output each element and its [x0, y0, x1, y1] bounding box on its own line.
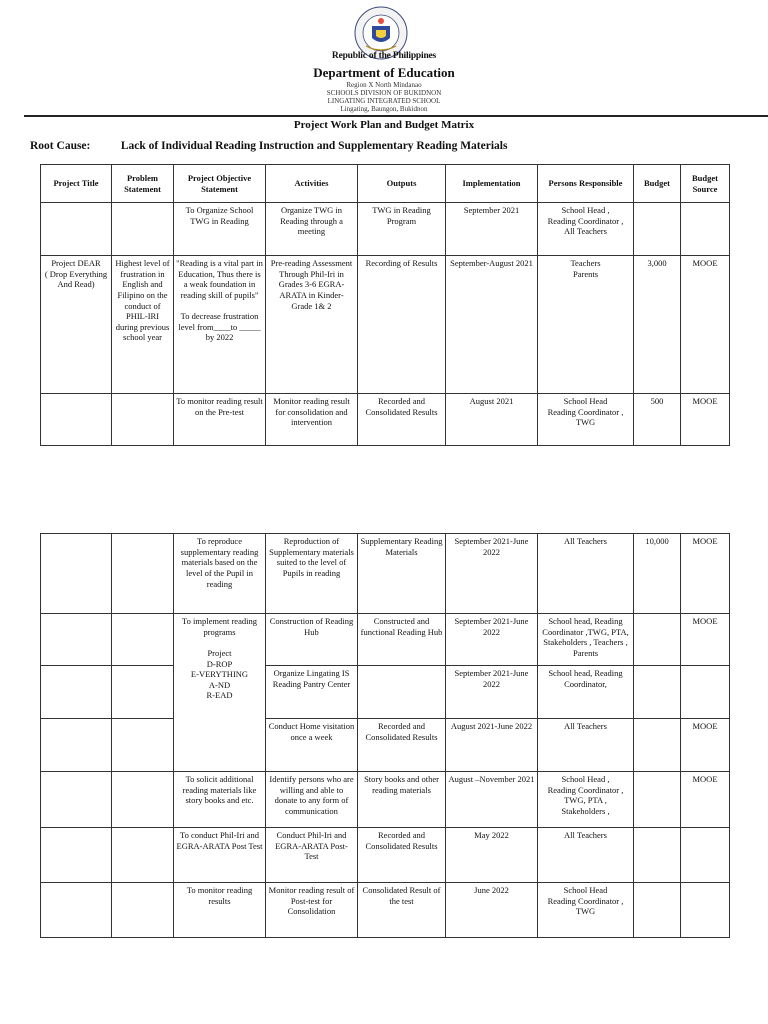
cell-implementation: September 2021-June 2022	[446, 666, 538, 719]
cell-activity: Reproduction of Supplementary materials suited to the level of Pupils in reading	[266, 534, 358, 614]
cell-implementation: August 2021	[446, 394, 538, 446]
cell-objective: To monitor reading results	[174, 883, 266, 938]
col-header: Persons Responsible	[538, 165, 634, 203]
cell-project-title	[41, 883, 112, 938]
cell-source: MOOE	[681, 256, 730, 394]
cell-output	[358, 666, 446, 719]
cell-source: MOOE	[681, 719, 730, 772]
cell-output: Recorded and Consolidated Results	[358, 719, 446, 772]
cell-budget	[634, 772, 681, 828]
table-row	[41, 883, 730, 938]
cell-source	[681, 203, 730, 256]
cell-persons: Teachers Parents	[538, 256, 634, 394]
work-plan-table-2	[40, 533, 730, 938]
cell-budget: 500	[634, 394, 681, 446]
cell-problem	[112, 666, 174, 719]
cell-source: MOOE	[681, 614, 730, 666]
cell-objective: To Organize School TWG in Reading	[174, 203, 266, 256]
cell-persons: School Head Reading Coordinator , TWG	[538, 883, 634, 938]
cell-persons: School Head , Reading Coordinator , TWG, PTA , Stakeholders ,	[538, 772, 634, 828]
cell-activity: Identify persons who are willing and able to donate to any form of communication	[266, 772, 358, 828]
header-department: Department of Education	[313, 65, 455, 80]
cell-activity: Monitor reading result of Post-test for Consolidation	[266, 883, 358, 938]
work-plan-table-1	[40, 164, 730, 446]
cell-source: MOOE	[681, 772, 730, 828]
cell-persons: School head, Reading Coordinator,	[538, 666, 634, 719]
cell-implementation: June 2022	[446, 883, 538, 938]
cell-problem	[112, 203, 174, 256]
cell-budget	[634, 719, 681, 772]
col-header: Budget	[634, 165, 681, 203]
cell-project-title	[41, 394, 112, 446]
cell-project-title: Project DEAR ( Drop Everything And Read)	[41, 256, 112, 394]
col-header: Project Objective Statement	[174, 165, 266, 203]
cell-output: Recording of Results	[358, 256, 446, 394]
cell-persons: All Teachers	[538, 534, 634, 614]
cell-project-title	[41, 614, 112, 666]
col-header: Activities	[266, 165, 358, 203]
col-header: Outputs	[358, 165, 446, 203]
table-row	[41, 256, 730, 394]
cell-output: TWG in Reading Program	[358, 203, 446, 256]
cell-activity: Construction of Reading Hub	[266, 614, 358, 666]
table-row	[41, 534, 730, 614]
table-row	[41, 203, 730, 256]
cell-budget	[634, 203, 681, 256]
cell-project-title	[41, 666, 112, 719]
cell-implementation: August –November 2021	[446, 772, 538, 828]
cell-source: MOOE	[681, 534, 730, 614]
header-row	[41, 165, 730, 203]
cell-source	[681, 883, 730, 938]
cell-output: Consolidated Result of the test	[358, 883, 446, 938]
header-address: Lingating, Baungon, Bukidnon	[340, 105, 428, 113]
cell-budget: 10,000	[634, 534, 681, 614]
table-row	[41, 828, 730, 883]
cell-objective: To monitor reading result on the Pre-test	[174, 394, 266, 446]
cell-objective: To reproduce supplementary reading materials based on the level of the Pupil in reading	[174, 534, 266, 614]
document-title: Project Work Plan and Budget Matrix	[293, 119, 475, 131]
cell-objective: To implement reading programs Project D-ROP E-VERYTHING A-ND R-EAD	[174, 614, 266, 772]
col-header: Budget Source	[681, 165, 730, 203]
cell-implementation: September 2021-June 2022	[446, 614, 538, 666]
cell-budget	[634, 883, 681, 938]
cell-activity: Organize Lingating IS Reading Pantry Center	[266, 666, 358, 719]
cell-project-title	[41, 719, 112, 772]
cell-problem	[112, 534, 174, 614]
cell-source: MOOE	[681, 394, 730, 446]
table-row	[41, 772, 730, 828]
header-school: LINGATING INTEGRATED SCHOOL	[327, 97, 441, 105]
table-row	[41, 614, 730, 666]
cell-budget: 3,000	[634, 256, 681, 394]
cell-problem	[112, 772, 174, 828]
cell-budget	[634, 666, 681, 719]
cell-persons: School head, Reading Coordinator ,TWG, PTA, Stakeholders , Teachers , Parents	[538, 614, 634, 666]
header-region: Region X North Mindanao	[346, 81, 422, 89]
table-row	[41, 666, 730, 719]
header-divider	[24, 115, 768, 117]
header-republic: Republic of the Philippines	[331, 51, 437, 61]
cell-output: Story books and other reading materials	[358, 772, 446, 828]
table-row	[41, 394, 730, 446]
cell-problem	[112, 614, 174, 666]
cell-activity: Conduct Phil-Iri and EGRA-ARATA Post- Test	[266, 828, 358, 883]
cell-project-title	[41, 203, 112, 256]
cell-implementation: September-August 2021	[446, 256, 538, 394]
cell-objective: "Reading is a vital part in Education, Thus there is a weak foundation in reading skill of pupils" To decrease frustration level from____to _____ by 2022	[174, 256, 266, 394]
cell-source	[681, 666, 730, 719]
table-row	[41, 719, 730, 772]
root-cause	[30, 140, 507, 152]
cell-problem	[112, 883, 174, 938]
cell-objective: To conduct Phil-Iri and EGRA-ARATA Post Test	[174, 828, 266, 883]
col-header: Project Title	[41, 165, 112, 203]
cell-problem: Highest level of frustration in English and Filipino on the conduct of PHIL-IRI during previous school year	[112, 256, 174, 394]
root-cause-text: Lack of Individual Reading Instruction and Supplementary Reading Materials	[120, 140, 508, 152]
cell-persons: School Head Reading Coordinator , TWG	[538, 394, 634, 446]
cell-output: Constructed and functional Reading Hub	[358, 614, 446, 666]
cell-output: Recorded and Consolidated Results	[358, 828, 446, 883]
cell-activity: Organize TWG in Reading through a meeting	[266, 203, 358, 256]
cell-implementation: August 2021-June 2022	[446, 719, 538, 772]
cell-implementation: May 2022	[446, 828, 538, 883]
cell-source	[681, 828, 730, 883]
cell-output: Supplementary Reading Materials	[358, 534, 446, 614]
cell-objective: To solicit additional reading materials like story books and etc.	[174, 772, 266, 828]
cell-persons: All Teachers	[538, 828, 634, 883]
cell-persons: All Teachers	[538, 719, 634, 772]
cell-implementation: September 2021	[446, 203, 538, 256]
cell-persons: School Head , Reading Coordinator , All Teachers	[538, 203, 634, 256]
cell-problem	[112, 719, 174, 772]
col-header: Problem Statement	[112, 165, 174, 203]
cell-problem	[112, 394, 174, 446]
cell-budget	[634, 614, 681, 666]
header-division: SCHOOLS DIVISION OF BUKIDNON	[326, 89, 442, 97]
cell-budget	[634, 828, 681, 883]
cell-problem	[112, 828, 174, 883]
cell-project-title	[41, 534, 112, 614]
cell-project-title	[41, 772, 112, 828]
col-header: Implementation	[446, 165, 538, 203]
cell-output: Recorded and Consolidated Results	[358, 394, 446, 446]
root-cause-label: Root Cause:	[30, 140, 91, 152]
cell-activity: Pre-reading Assessment Through Phil-Iri in Grades 3-6 EGRA-ARATA in Kinder- Grade 1& 2	[266, 256, 358, 394]
cell-project-title	[41, 828, 112, 883]
cell-implementation: September 2021-June 2022	[446, 534, 538, 614]
cell-activity: Monitor reading result for consolidation and intervention	[266, 394, 358, 446]
cell-activity: Conduct Home visitation once a week	[266, 719, 358, 772]
